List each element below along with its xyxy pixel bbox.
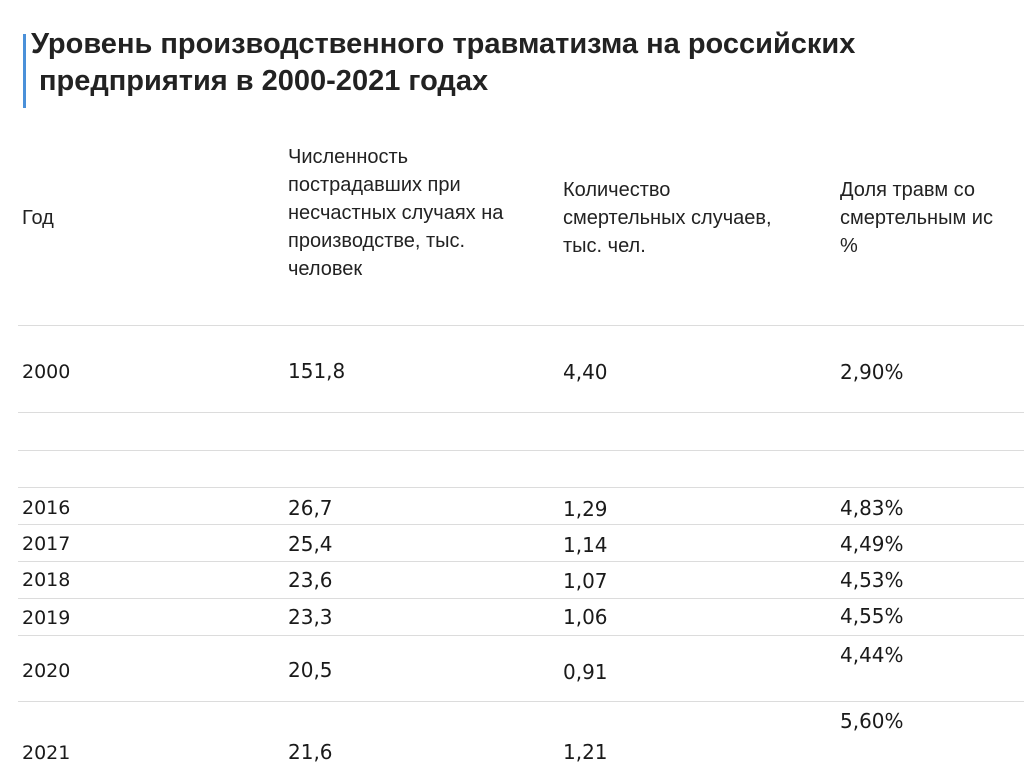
- cell-injured: 26,7: [288, 496, 333, 520]
- header-injured-line: пострадавших при: [288, 174, 461, 196]
- row-divider: [18, 487, 1024, 488]
- cell-year: 2018: [22, 569, 71, 591]
- row-divider: [18, 412, 1024, 413]
- cell-share: 4,83%: [840, 496, 904, 520]
- row-divider: [18, 325, 1024, 326]
- cell-fatal: 1,21: [563, 740, 608, 764]
- cell-year: 2017: [22, 533, 71, 555]
- header-share-line: %: [840, 235, 858, 257]
- cell-share: 2,90%: [840, 360, 904, 384]
- cell-fatal: 1,29: [563, 497, 608, 521]
- header-injured-line: производстве, тыс.: [288, 230, 466, 252]
- cell-injured: 151,8: [288, 359, 346, 383]
- cell-injured: 21,6: [288, 740, 333, 764]
- cell-fatal: 1,06: [563, 605, 608, 629]
- header-year-label: Год: [22, 207, 54, 229]
- row-divider: [18, 561, 1024, 562]
- page-title: [31, 26, 1011, 100]
- title-line-2: предприятия в 2000-2021 годах: [39, 65, 489, 97]
- title-accent-bar: [23, 34, 26, 108]
- cell-fatal: 0,91: [563, 660, 608, 684]
- cell-year: 2021: [22, 742, 71, 764]
- title-line-1: Уровень производственного травматизма на российских: [31, 28, 856, 60]
- cell-injured: 23,3: [288, 605, 333, 629]
- header-injured: [288, 143, 503, 283]
- header-injured-line: несчастных случаях на: [288, 202, 504, 224]
- cell-share: 4,49%: [840, 532, 904, 556]
- cell-injured: 25,4: [288, 532, 333, 556]
- cell-injured: 20,5: [288, 658, 333, 682]
- header-share-line: смертельным ис: [840, 207, 993, 229]
- header-injured-line: человек: [288, 258, 363, 280]
- cell-fatal: 4,40: [563, 360, 608, 384]
- header-fatal-line: смертельных случаев,: [563, 207, 772, 229]
- cell-share: 4,44%: [840, 643, 904, 667]
- row-divider: [18, 524, 1024, 525]
- cell-injured: 23,6: [288, 568, 333, 592]
- header-share: [840, 176, 993, 260]
- row-divider: [18, 701, 1024, 702]
- cell-fatal: 1,14: [563, 533, 608, 557]
- cell-share: 4,55%: [840, 604, 904, 628]
- cell-year: 2019: [22, 607, 71, 629]
- cell-year: 2000: [22, 361, 71, 383]
- header-share-line: Доля травм со: [840, 179, 975, 201]
- row-divider: [18, 450, 1024, 451]
- header-injured-line: Численность: [288, 146, 409, 168]
- cell-share: 4,53%: [840, 568, 904, 592]
- cell-year: 2016: [22, 497, 71, 519]
- row-divider: [18, 598, 1024, 599]
- header-fatal-line: тыс. чел.: [563, 235, 646, 257]
- row-divider: [18, 635, 1024, 636]
- cell-year: 2020: [22, 660, 71, 682]
- header-fatal-line: Количество: [563, 179, 671, 201]
- cell-fatal: 1,07: [563, 569, 608, 593]
- header-year: [22, 204, 54, 232]
- header-fatal: [563, 176, 772, 260]
- cell-share: 5,60%: [840, 709, 904, 733]
